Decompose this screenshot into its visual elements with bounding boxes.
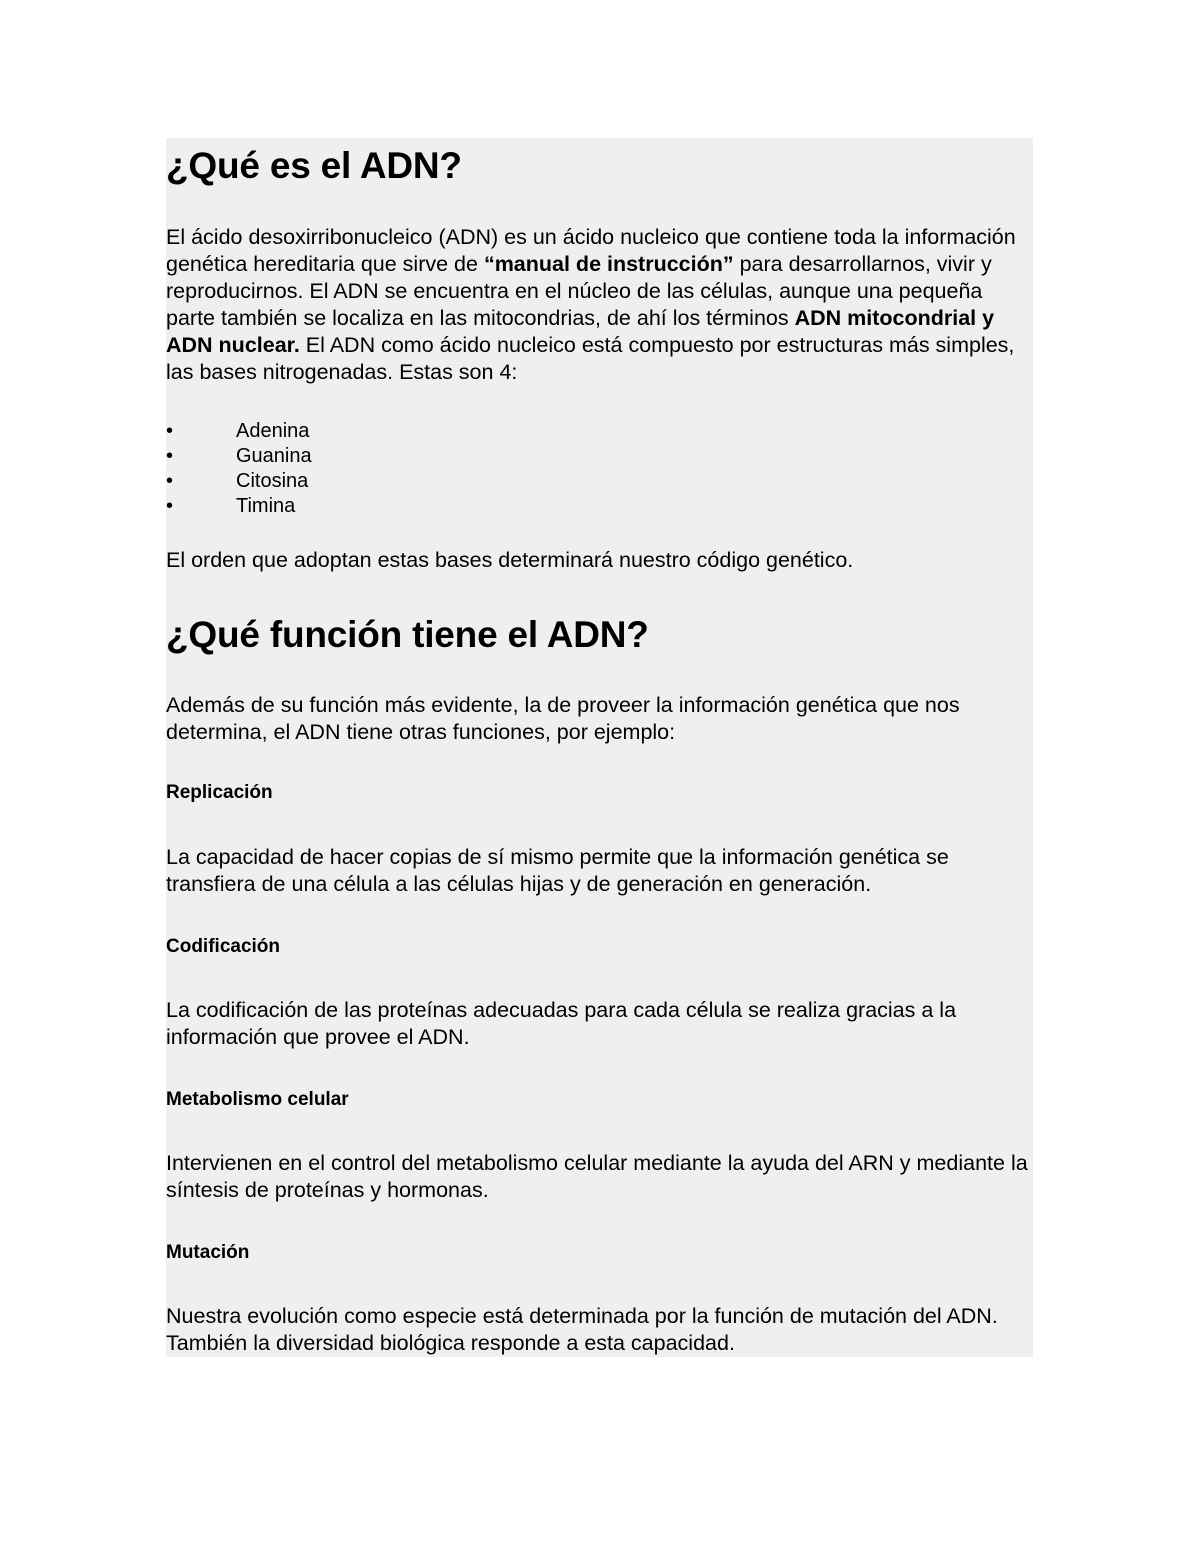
intro-bold-manual: “manual de instrucción” [483, 252, 734, 276]
list-item-guanina [166, 444, 312, 469]
paragraph-mutacion: Nuestra evolución como especie está determinada por la función de mutación del ADN. También la diversidad biológica responde a esta capacidad. [166, 1304, 998, 1355]
bullet-icon: • [166, 420, 174, 442]
closing-paragraph: El orden que adoptan estas bases determinará nuestro código genético. [166, 548, 854, 572]
list-item-label: Guanina [236, 445, 312, 467]
paragraph-codificacion: La codificación de las proteínas adecuadas para cada célula se realiza gracias a la información que provee el ADN. [166, 998, 957, 1049]
list-item-label: Citosina [236, 470, 309, 492]
list-item-label: Timina [236, 495, 296, 517]
section-title-funcion-adn: ¿Qué función tiene el ADN? [166, 614, 649, 655]
intro-paragraph [166, 224, 1033, 386]
intro-text-part-2: para desarrollarnos, vivir y reproducirnos. El ADN se encuentra en el núcleo de las células, aunque una pequeña parte también se localiza en las mitocondrias, de ahí los términos [166, 252, 992, 330]
subheading-codificacion: Codificación [166, 936, 281, 957]
document-page [166, 138, 1033, 1357]
paragraph-replicacion: La capacidad de hacer copias de sí mismo permite que la información genética se transfiera de una célula a las células hijas y de generación en generación. [166, 845, 949, 896]
list-item-label: Adenina [236, 420, 310, 442]
list-item-timina [166, 494, 312, 519]
list-item-citosina [166, 469, 312, 494]
bases-list [166, 419, 312, 519]
intro-text-part-1: El ácido desoxirribonucleico (ADN) es un ácido nucleico que contiene toda la información genética hereditaria que sirve de [166, 225, 1016, 276]
intro-text-part-3: El ADN como ácido nucleico está compuesto por estructuras más simples, las bases nitrogenadas. Estas son 4: [166, 333, 1015, 384]
intro-bold-adn-terms: ADN mitocondrial y ADN nuclear. [166, 306, 995, 357]
section-title-que-es-adn: ¿Qué es el ADN? [166, 145, 462, 186]
bullet-icon: • [166, 445, 174, 467]
subheading-metabolismo: Metabolismo celular [166, 1089, 349, 1110]
bullet-icon: • [166, 470, 174, 492]
paragraph-metabolismo: Intervienen en el control del metabolismo celular mediante la ayuda del ARN y mediante la síntesis de proteínas y hormonas. [166, 1151, 1028, 1202]
bullet-icon: • [166, 495, 174, 517]
list-item-adenina [166, 419, 312, 444]
subheading-mutacion: Mutación [166, 1242, 250, 1263]
function-intro-paragraph: Además de su función más evidente, la de proveer la información genética que nos determina, el ADN tiene otras funciones, por ejemplo: [166, 693, 960, 744]
subheading-replicacion: Replicación [166, 782, 273, 803]
